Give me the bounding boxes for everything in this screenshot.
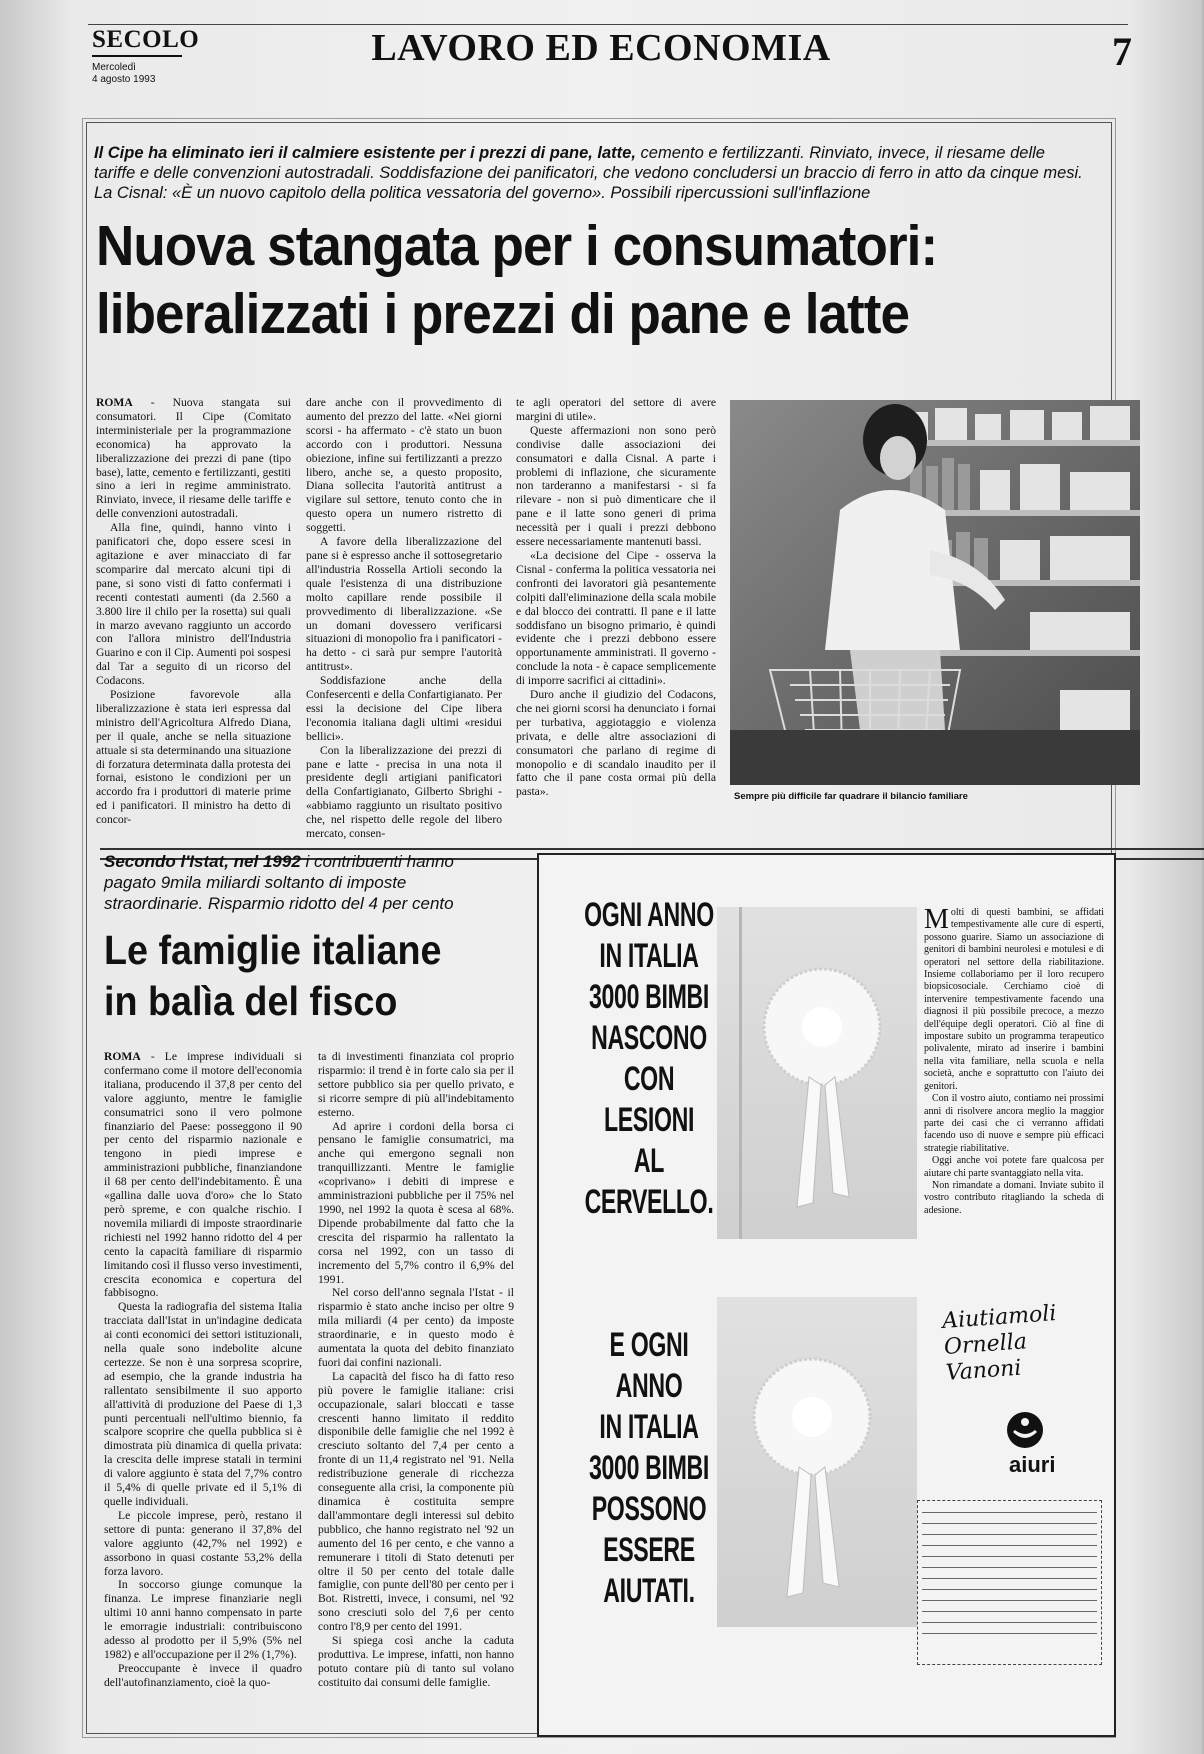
coupon-field[interactable] <box>922 1549 1097 1557</box>
summary-lead: Il Cipe ha eliminato ieri il calmiere esistente per i prezzi di pane, latte, <box>94 144 636 162</box>
paragraph: Preoccupante è invece il quadro dell'autofinanziamento, cioè la quo- <box>104 1661 302 1689</box>
headline-line-2: in balìa del fisco <box>104 978 398 1024</box>
paragraph <box>96 396 291 521</box>
article1-column-1 <box>96 396 291 827</box>
dateline: ROMA <box>96 396 133 409</box>
handwritten-signature <box>941 1301 1060 1387</box>
paragraph: Duro anche il giudizio del Codacons, che nei giorni scorsi ha denunciato i fornai per turbativa, aggiotaggio e violenza privata, e delle altre associazioni di consumatori che parlano di regime di monopolio e di scandalo inaudito per il fatto che il pane costa ormai più della pasta». <box>516 688 716 799</box>
coupon-field[interactable] <box>922 1571 1097 1579</box>
paragraph: Ad aprire i cordoni della borsa ci pensano le famiglie consumatrici, ma anche qui emergono segnali non tranquillizzanti. Mentre le famiglie «coprivano» i debiti di imprese e amministrazioni pubbliche per il 75% nel 1990, nel 1992 la quota è scesa al 68%. Dipende probabilmente dal fatto che la crescita del risparmio ha rallentato la corsa nel 1992, con un tasso di incremento del 5,7% contro il 6,9% del 1991. <box>318 1119 514 1286</box>
coupon-field[interactable] <box>922 1604 1097 1612</box>
paragraph: Queste affermazioni non sono però condivise dalle associazioni dei consumatori e dalla Cisnal. A parte i problemi di inflazione, che sicuramente non tarderanno a manifestarsi - si fa rilevare - non si può dimenticare che il pane e il latte sono generi di prima necessità per i quali i prezzi debbono essere necessariamente mantenuti bassi. <box>516 423 716 549</box>
slogan-line: OGNI ANNO <box>584 896 714 934</box>
paragraph: Con la liberalizzazione dei prezzi di pane e latte - precisa in una nota il presidente degli artigiani panificatori della Confartigianato, Gilberto Sbrighi - «abbiamo raggiunto un risultato positivo che, nel rispetto delle regole del libero mercato, consen- <box>306 743 502 841</box>
ad-paragraph: Con il vostro aiuto, contiamo nei prossimi anni di risolvere ancora meglio la maggior parte dei casi che ci verranno affidati facendo uso di nuove e sempre più efficaci strategie riabilitative. <box>924 1093 1104 1154</box>
paper-name: SECOLO <box>92 26 200 53</box>
coupon-field[interactable] <box>922 1516 1097 1524</box>
ad-paragraph: Oggi anche voi potete fare qualcosa per aiutare chi parte svantaggiato nella vita. <box>924 1155 1104 1179</box>
article1-column-3 <box>516 396 716 802</box>
paragraph: Nel corso dell'anno segnala l'Istat - il risparmio è stato anche inciso per oltre 9 mila miliardi (4 per cento) da imposte straordinarie, e in questo modo è aumentata la quota del debito finanziato fuori dai confini nazionali. <box>318 1286 514 1369</box>
slogan-line: 3000 BIMBI <box>589 1449 709 1487</box>
paragraph: te agli operatori del settore di avere margini di utile». <box>516 396 716 423</box>
kicker-lead: Secondo l'Istat, nel 1992 <box>104 852 301 871</box>
article2-headline <box>104 925 490 1027</box>
article1-summary <box>94 143 1084 203</box>
section-title: LAVORO ED ECONOMIA <box>371 27 831 69</box>
paragraph: Si spiega così anche la caduta produttiva. Le imprese, infatti, non hanno potuto contare più di tanto sul volano costituito dai consumi delle famiglie. <box>318 1634 514 1689</box>
paragraph: In soccorso giunge comunque la finanza. Le imprese finanziarie negli ultimi 10 anni hanno compensato in parte le emorragie industriali: contribuiscono adesso al prodotto per il 5,9% (5% nel 1982) e all'occupazione per il 2% (1,7%). <box>104 1578 302 1661</box>
slogan-line: AIUTATI. <box>603 1572 695 1610</box>
paragraph: dare anche con il provvedimento di aumento del prezzo del latte. «Nei giorni scorsi - ha affermato - c'è stato un buon accordo con i produttori. Nessuna obiezione, infine sui fertilizzanti a prezzo libero, anche se, a questo proposito, Diana sollecita l'autorità antitrust a vigilare sul settore, tenuto conto che in questo opera un numero ristretto di soggetti. <box>306 396 502 535</box>
ad-rosette-panel-2 <box>717 1297 917 1627</box>
coupon-field[interactable] <box>922 1560 1097 1568</box>
top-rule <box>88 24 1128 25</box>
photo-caption: Sempre più difficile far quadrare il bilancio familiare <box>734 791 968 802</box>
signature-line: Vanoni <box>945 1355 1023 1386</box>
page-number: 7 <box>1112 29 1132 74</box>
paragraph: Posizione favorevole alla liberalizzazione è stata ieri espressa dal ministro dell'Agricoltura Alfredo Diana, per il quale, anche se nella situazione attuale si sta determinando una situazione di forzatura determinata dalla protesta dei fornai, esistono le condizioni per un accordo fra i produttori di materie prime ed i panificatori. Il ministro ha detto di concor- <box>96 688 291 827</box>
kicker-text: i contribuenti hanno pagato 9mila miliardi soltanto di imposte straordinarie. Risparmio ridotto del 4 per cento <box>104 852 454 913</box>
headline-line-1: Nuova stangata per i consumatori: <box>96 214 938 278</box>
photo-drawing <box>730 400 1140 785</box>
coupon-field[interactable] <box>922 1505 1097 1513</box>
aiuri-logo-text: aiuri <box>1009 1452 1056 1477</box>
paragraph: A favore della liberalizzazione del pane si è espresso anche il sottosegretario all'industria Rossella Artioli secondo la quale l'esistenza di una distribuzione molto capillare rende possibile il provvedimento di liberalizzazione. «Se un domani dovessero verificarsi situazioni di monopolio fra i panificatori - ha detto - ci sarà pur sempre l'autorità antitrust». <box>306 535 502 674</box>
summary-text: cemento e fertilizzanti. Rinviato, invece, il riesame delle tariffe e delle convenzioni autostradali. Soddisfazione dei panificatori, che vedono concludersi un braccio di ferro in atto da cinque mesi. La Cisnal: «È un nuovo capitolo della politica vessatoria del governo». Possibili ripercussioni sull'inflazione <box>94 144 1083 202</box>
paragraph: Alla fine, quindi, hanno vinto i panificatori che, dopo essere scesi in agitazione e aver minacciato di far scomparire dal mercato alcuni tipi di pane, si sono visti di fatto confermati i recenti contestati aumenti (da 2.560 a 3.800 lire il chilo per la rosetta) sui quali in marzo avevano raggiunto un accordo con l'allora ministro dell'Industria Guarino e con il Cip. Aumenti poi sospesi dal Tar a seguito di un ricorso del Codacons. <box>96 521 291 688</box>
signature-line: Aiutiamoli <box>941 1301 1058 1335</box>
issue-weekday: Mercoledì <box>92 62 136 73</box>
ad-paragraph-text: olti di questi bambini, se affidati tempestivamente alle cure di esperti, possono guarire. Siamo un associazione di genitori di bambini neurolesi e motulesi e di operatori nel settore della riabilitazione. Insieme collaboriamo per il loro recupero biopsicosociale. Cerchiamo cioè di intervenire tempestivamente facendo una diagnosi il più possibile precoce, a mezzo dell'équipe degli operatori. Ciò al fine di impostare subito un programma terapeutico polivalente, mirato ad inserire i bambini nella vita familiare, nella scuola e nella società, anche e soprattutto con l'aiuto dei genitori. <box>924 907 1104 1092</box>
slogan-line: 3000 BIMBI <box>589 978 709 1016</box>
paragraph-text: - Le imprese individuali si confermano come il motore dell'economia italiana, producendo il 37,8 per cento del valore aggiunto, mentre le famiglie consumatrici sono il vero polmone finanziario del Paese: posseggono il 90 per cento del risparmio nazionale e tengono in piedi imprese e amministrazioni pubbliche, finanziandone il 68 per cento dell'indebitamento. È una «gallina dalle uova d'oro» che lo Stato però spreme, e con qualche rischio. I novemila miliardi di imposte straordinarie richiesti nel 1992 hanno ridotto del 4 per cento la capacità familiare di risparmio limitando così il flusso verso investimenti, crescita economica e copertura del fabbisogno. <box>104 1050 302 1300</box>
aiuri-logo-icon <box>1005 1410 1045 1450</box>
article2-column-2 <box>318 1050 514 1689</box>
charity-advertisement <box>537 853 1116 1737</box>
paragraph-text: - Nuova stangata sui consumatori. Il Cipe (Comitato interministeriale per la programmazione economica) ha approvato la liberalizzazione dei prezzi di pane (tipo base), latte, cemento e fertilizzanti, gestiti sino a ieri in regime amministrato. Rinviato, invece, il riesame delle tariffe e delle convenzioni autostradali. <box>96 396 291 521</box>
ad-paragraph <box>924 904 1104 1093</box>
article1-headline <box>96 212 1026 348</box>
coupon-field[interactable] <box>922 1582 1097 1590</box>
coupon-field[interactable] <box>922 1626 1097 1634</box>
coupon-field[interactable] <box>922 1538 1097 1546</box>
rosette-icon <box>717 907 917 1239</box>
ad-slogan-1 <box>581 895 717 1223</box>
article2-kicker <box>104 851 484 914</box>
slogan-line: IN ITALIA <box>599 1408 699 1446</box>
slogan-line: AL CERVELLO. <box>584 1142 714 1221</box>
paragraph: Soddisfazione anche della Confesercenti e della Confartigianato. Per essi la decisione del Cipe libera l'economia italiana dagli ultimi «residui bellici». <box>306 674 502 743</box>
coupon-field[interactable] <box>922 1593 1097 1601</box>
headline-line-2: liberalizzati i prezzi di pane e latte <box>96 282 910 346</box>
paragraph: La capacità del fisco ha di fatto reso più povere le famiglie italiane: crisi occupazionale, salari bloccati e tasse crescenti hanno limitato il reddito disponibile delle famiglie che nel 1992 è cresciuto soltanto del 7,4 per cento a fronte di un 11,4 registrato nel '91. Nella redistribuzione generale di ricchezza conseguente alla crisi, la componente più dinamica è costituita sempre dall'ammontare degli interessi sul debito pubblico, che hanno registrato nel '92 un aumento del 16 per cento, e che vanno a remunerare i titoli di Stato detenuti per oltre il 50 per cento del totale dalle famiglie, con punte dell'80 per cento per i Bot. Ristretti, invece, i consumi, nel '92 sono cresciuti solo del 7,6 per cento contro l'8,9 per cento del 1991. <box>318 1369 514 1634</box>
signature-line: Ornella <box>943 1329 1028 1360</box>
supermarket-photo <box>730 400 1140 785</box>
rosette-icon <box>717 1297 917 1627</box>
slogan-line: ESSERE <box>603 1531 695 1569</box>
ad-rosette-panel-1 <box>717 907 917 1239</box>
article1-column-2 <box>306 396 502 841</box>
paragraph <box>104 1050 302 1300</box>
headline-line-1: Le famiglie italiane <box>104 927 442 973</box>
slogan-line: POSSONO <box>591 1490 707 1528</box>
drop-cap: M <box>924 904 949 935</box>
coupon-field[interactable] <box>922 1527 1097 1535</box>
ad-slogan-2 <box>581 1325 717 1612</box>
ad-body-text <box>924 904 1104 1217</box>
paragraph: Le piccole imprese, però, restano il settore di punta: generano il 37,8% del valore aggiunto (42,7% nel 1992) e assorbono in quasi costante 53,2% della forza lavoro. <box>104 1508 302 1578</box>
coupon-field[interactable] <box>922 1615 1097 1623</box>
article2-column-1 <box>104 1050 302 1689</box>
donation-coupon[interactable] <box>917 1500 1102 1665</box>
slogan-line: E OGNI ANNO <box>609 1326 689 1405</box>
ad-paragraph: Non rimandate a domani. Inviate subito il vostro contributo ritagliando la scheda di adesione. <box>924 1179 1104 1216</box>
paragraph: «La decisione del Cipe - osserva la Cisnal - conferma la politica vessatoria nei confronti dei lavoratori già pesantemente colpiti dall'eliminazione della scala mobile e dal blocco dei contratti. Il pane e il latte soddisfano un bisogno primario, è quindi evidente che i prezzi debbono essere opportunamente amministrati. Il governo - conclude la nota - è capace semplicemente di imporre sacrifici ai cittadini». <box>516 548 716 688</box>
paragraph: Questa la radiografia del sistema Italia tracciata dall'Istat in un'indagine dedicata ai conti economici dei settori istituzionali, nella quale sono indebolite alcune certezze. Se non è una sorpresa scoprire, ad esempio, che la grande industria ha rallentato sensibilmente il suo apporto all'attività di produzione del Paese di 1,3 punti percentuali nell'ultimo biennio, fa scalpore scoprire che quella pubblica si è dimostrata più dinamica di quella privata: la crescita delle imprese statali in termini di valore aggiunto è stata del 7,7% contro il 5,4% di quelle private ed il 5,1% di quelle individuali. <box>104 1300 302 1508</box>
dateline: ROMA <box>104 1050 141 1063</box>
slogan-line: IN ITALIA <box>599 937 699 975</box>
slogan-line: CON LESIONI <box>603 1060 695 1139</box>
issue-date: 4 agosto 1993 <box>92 74 156 85</box>
slogan-line: NASCONO <box>591 1019 707 1057</box>
paragraph: ta di investimenti finanziata col proprio risparmio: il trend è in forte calo sia per il settore pubblico sia per quello privato, e si ricorre sempre di più all'indebitamento esterno. <box>318 1050 514 1119</box>
